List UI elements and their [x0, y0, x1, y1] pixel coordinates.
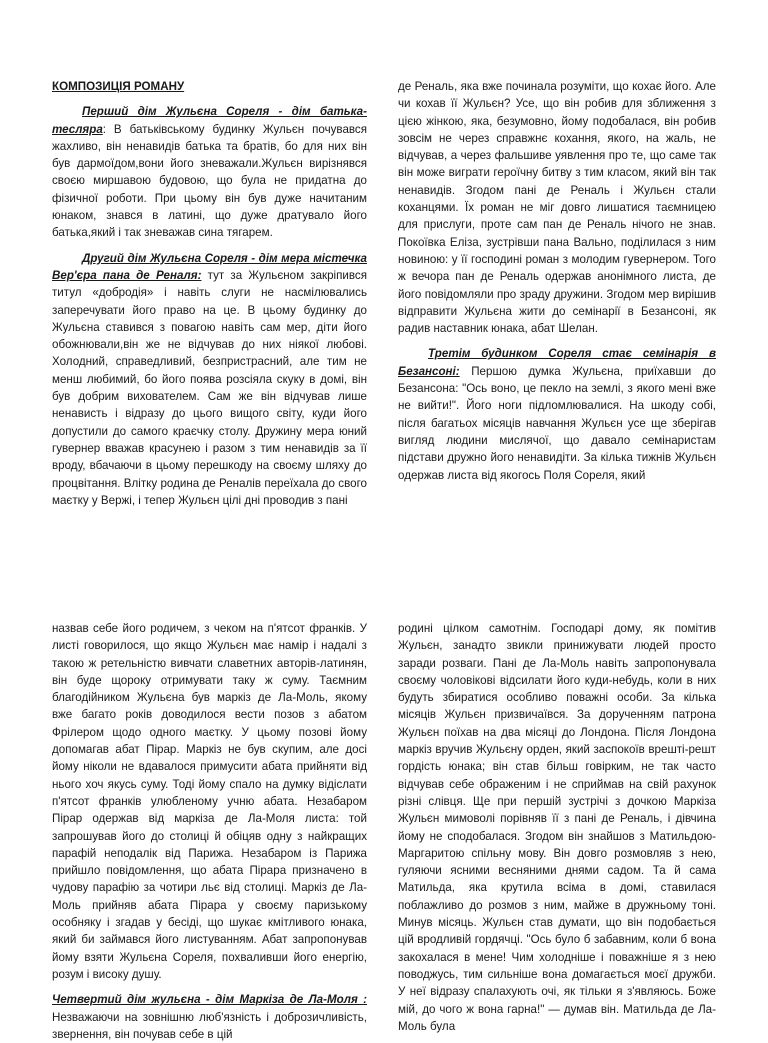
right-column-bottom: [398, 620, 716, 1035]
fourth-house-title: Четвертий дім жульєна - дім Маркіза де Ла-Моля :: [52, 993, 367, 1007]
paragraph-third-house: [398, 345, 716, 483]
first-house-text: : В батьківському будинку Жульєн почувався жахливо, він ненавидів батька та братів, бо для них він був дармоїдом,вони його зневажали.Жульєн вирізнявся своєю миршавою будовою, що була не придатна до фізичної роботи. При цьому він був дуже начитаним юнаком, знався в латині, що дуже дратувало його батька,який і так зневажав сина тягарем.: [52, 122, 367, 240]
paragraph-first-house: [52, 103, 367, 241]
second-house-text: тут за Жульєном закріпився титул «добродія» і навіть слуги не насмілювались заперечувати його право на це. В цьому будинку до Жульєна ставився з повагою навіть сам мер, діти його обожнювали,він же не відчував до них ніякої любові. Холодний, справедливий, безпристрасний, але тим не менш любимий, бо його поява розсіяла скуку в домі, він був добрим вихователем. Сам же він відчував лише ненависть і відразу до цього вищого світу, куди його допустили до самого краєчку столу. Дружину мера юний гувернер вважав красунею і разом з тим ненавидів за її вроду, вбачаючи в цьому перешкоду на своєму шляху до процвітання. Влітку родина де Реналів переїхала до свого маєтку у Вержі, і тепер Жульєн цілі дні проводив з пані: [52, 268, 367, 507]
left-column-top: [52, 78, 367, 509]
paragraph-second-house: [52, 250, 367, 509]
paragraph-renal-romance: де Реналь, яка вже починала розуміти, що кохає його. Але чи кохав її Жульєн? Усе, що він робив для зближення з цією жінкою, яка, безумовно, йому подобалася, він робив зовсім не через справжнє кохання, якого, на жаль, не відчував, а через фальшиве уявлення про те, що саме так він може виграти героїчну битву з тим класом, який він так ненавидів. Згодом пані де Реналь і Жульєн стали коханцями. Їх роман не міг довго лишатися таємницею для прислуги, проте сам пан де Реналь нічого не знав. Покоївка Еліза, зустрівши пана Вально, поділилася з ним новиною: у її господині роман з молодим гувернером. Того ж вечора пан де Реналь одержав анонімного листа, де його повідомляли про зраду дружини. Згодом мер вирішив відправити Жульєна жити до семінарії в Безансоні, як радив наставник юнака, абат Шелан.: [398, 80, 716, 336]
second-house-title: Другий дім Жульєна Сореля - дім мера містечка Вер'єра пана де Реналя:: [52, 251, 367, 282]
first-house-title: Перший дім Жульєна Сореля - дім батька-тесляра: [52, 105, 367, 136]
left-column-bottom: [52, 620, 367, 1043]
paragraph-marquis-letter: назвав себе його родичем, з чеком на п'ятсот франків. У листі говорилося, що якщо Жульєн має намір і надалі з такою ж ретельністю вивчати славетних авторів-латинян, він буде щороку отримувати таку ж суму. Таємним благодійником Жульєна був маркіз де Ла-Моль, якому вже багато років доводилося вести позов з абатом Фрілером щодо одного маєтку. У цьому позові йому допомагав абат Пірар. Маркіз не був скупим, але досі йому ніколи не вдавалося примусити абата прийняти від нього хоч якусь суму. Тоді йому спало на думку відіслати п'ятсот франків улюбленому учню абата. Незабаром Пірар одержав від маркіза де Ла-Моля листа: той запрошував його до столиці й обіцяв одну з найкращих парафій неподалік від Парижа. Незабаром із Парижа прийшло повідомлення, що абата Пірара призначено в чудову парафію за чотири льє від столиці. Маркіз де Ла-Моль прийняв абата Пірара у своєму паризькому особняку і згадав у бесіді, що шукає кмітливого юнака, який би займався його листуванням. Абат запропонував йому взяти Жульєна Сореля, похваливши його енергію, розум і високу душу.: [52, 622, 367, 981]
paragraph-la-mole-family: родині цілком самотнім. Господарі дому, як помітив Жульєн, занадто звикли принижувати людей просто заради розваги. Пані де Ла-Моль навіть запропонувала своєму чоловікові відсилати його куди-небудь, коли в них будуть збиратися особливо поважні особи. За кілька місяців Жульєн призвичаївся. За дорученням патрона Жульєн поїхав на два місяці до Лондона. Після Лондона маркіз вручив Жульєну орден, який заспокоїв врешті-решт гордість юнака; він став більш говірким, не так часто відчував себе ображеним і не сприймав на свій рахунок різні слівця. Ще при першій зустрічі з дочкою Маркіза Жульєн мимоволі порівняв її з пані де Реналь, і дівчина йому не сподобалася. Згодом він знайшов з Матильдою-Маргаритою спільну мову. Він довго розмовляв з нею, гуляючи ясними весняними днями садом. Та й сама Матильда, яка крутила всіма в домі, ставилася поблажливо до розмов з ним, майже в дружньому тоні. Минув місяць. Жульєн став думати, що він подобається цій вродливій гордячці. "Ось було б забавним, коли б вона закохалася в мене! Чим холодніше і поважніше я з нею поводжусь, тим сильніше вона домагається моєї дружби. У неї відразу спалахують очі, як тільки я з'являюсь. Боже мій, до чого ж вона гарна!" — думав він. Матильда де Ла-Моль була: [398, 622, 716, 1033]
third-house-text: Першою думка Жульєна, приїхавши до Безансона: "Ось воно, це пекло на землі, з якого мені вже не вийти!". Його ноги підломлювалися. На шкоду собі, після багатьох місяців навчання Жульєн усе ще зберігав вигляд людини мислячої, що давало семінаристам підстави дружно його ненавидіти. За кілька тижнів Жульєн одержав листа від якогось Поля Сореля, який: [398, 364, 716, 482]
fourth-house-text: Незважаючи на зовнішню люб'язність і доброзичливість, звернення, він почував себе в цій: [52, 1010, 367, 1041]
paragraph-fourth-house: [52, 991, 367, 1043]
section-heading: КОМПОЗИЦІЯ РОМАНУ: [52, 80, 185, 93]
page-bottom: [0, 608, 768, 1041]
right-column-top: [398, 78, 716, 484]
page-top: [0, 0, 768, 507]
third-house-title: Третім будинком Сореля стає семінарія в Безансоні:: [398, 347, 716, 378]
